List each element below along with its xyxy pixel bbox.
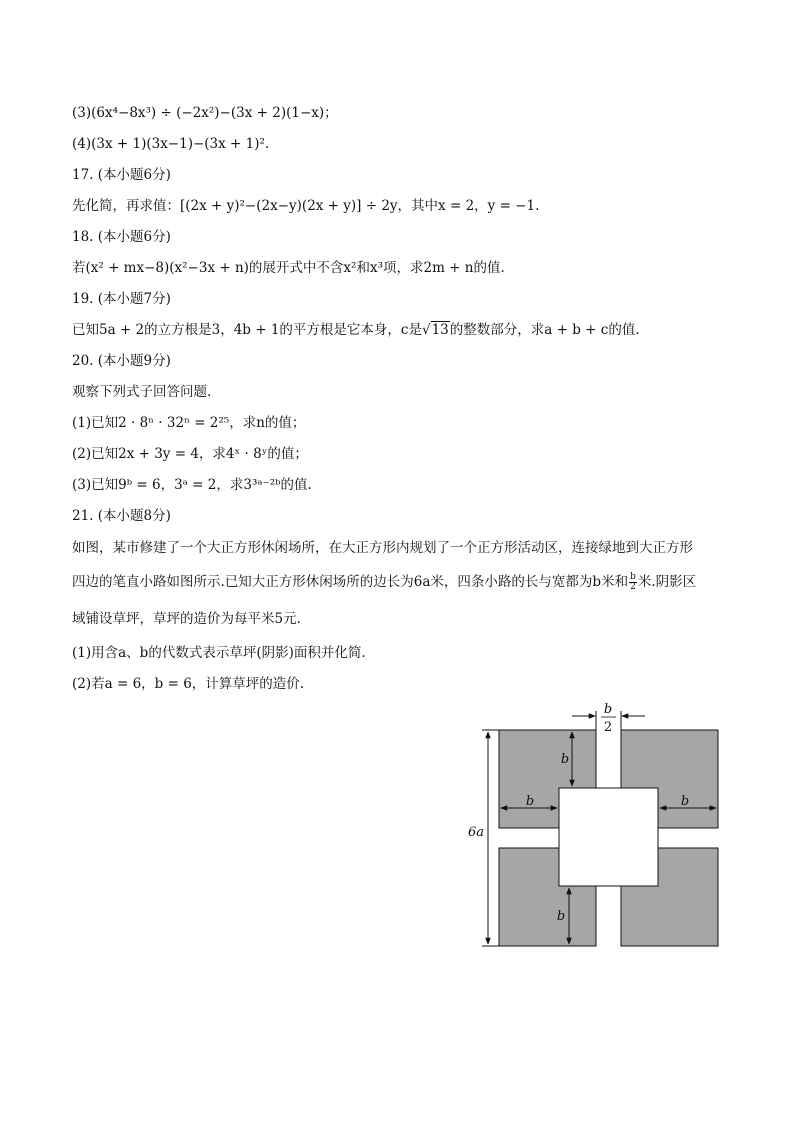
q19-body-part1: 已知5a + 2的立方根是3，4b + 1的平方根是它本身，c是 bbox=[72, 322, 422, 338]
label-6a: 6a bbox=[467, 825, 485, 840]
q21-body-line1: 如图，某市修建了一个大正方形休闲场所，在大正方形内规划了一个正方形活动区，连接绿地到大正方形 bbox=[72, 540, 693, 556]
q20-part1: (1)已知2 · 8ⁿ · 32ⁿ = 2²⁵，求n的值； bbox=[72, 415, 306, 431]
q20-part2: (2)已知2x + 3y = 4，求4ˣ · 8ʸ的值； bbox=[72, 446, 308, 462]
label-b-right: b bbox=[680, 794, 690, 809]
q21-body-line2-part2: 米.阴影区 bbox=[637, 574, 697, 590]
q20-intro: 观察下列式子回答问题. bbox=[72, 384, 212, 400]
q19-heading: 19. (本小题7分) bbox=[72, 291, 171, 307]
q17-heading: 17. (本小题6分) bbox=[72, 167, 171, 183]
q21-body-line2-part1: 四边的笔直小路如图所示.已知大正方形休闲场所的边长为6a米，四条小路的长与宽都为b米和 bbox=[72, 574, 629, 590]
label-b-top-vertical: b bbox=[560, 752, 570, 767]
label-b-left: b bbox=[525, 794, 535, 809]
q20-part3: (3)已知9ᵇ = 6，3ᵃ = 2，求3³ᵃ⁻²ᵇ的值. bbox=[72, 477, 312, 493]
q21-part2: (2)若a = 6，b = 6，计算草坪的造价. bbox=[72, 676, 305, 692]
fraction-b-over-2 bbox=[629, 573, 637, 592]
q21-body-line2 bbox=[72, 573, 696, 592]
q19-body-part2: 的整数部分，求a + b + c的值. bbox=[449, 322, 640, 338]
fraction-denominator: 2 bbox=[630, 582, 636, 592]
q17-body: 先化简，再求值：[(2x + y)²−(2x−y)(2x + y)] ÷ 2y，其中x = 2，y = −1. bbox=[72, 198, 540, 214]
sqrt-radicand: 13 bbox=[431, 322, 449, 338]
sqrt-symbol: √ bbox=[421, 322, 431, 338]
q16-part3: (3)(6x⁴−8x³) ÷ (−2x²)−(3x + 2)(1−x)； bbox=[72, 105, 338, 121]
label-b-top: b bbox=[603, 702, 613, 717]
fraction-numerator: b bbox=[630, 572, 636, 582]
activity-square bbox=[559, 788, 658, 886]
q21-part1: (1)用含a、b的代数式表示草坪(阴影)面积并化简. bbox=[72, 645, 366, 661]
label-2-top: 2 bbox=[603, 720, 613, 735]
q16-part4: (4)(3x + 1)(3x−1)−(3x + 1)². bbox=[72, 136, 270, 152]
q21-body-line3: 域铺设草坪，草坪的造价为每平米5元. bbox=[72, 611, 301, 627]
q18-heading: 18. (本小题6分) bbox=[72, 229, 171, 245]
q20-heading: 20. (本小题9分) bbox=[72, 353, 171, 369]
lawn-figure bbox=[462, 696, 732, 958]
q18-body: 若(x² + mx−8)(x²−3x + n)的展开式中不含x²和x³项，求2m + n的值. bbox=[72, 260, 505, 276]
q21-heading: 21. (本小题8分) bbox=[72, 508, 171, 524]
q19-body bbox=[72, 321, 640, 339]
label-b-bottom-vertical: b bbox=[556, 909, 566, 924]
